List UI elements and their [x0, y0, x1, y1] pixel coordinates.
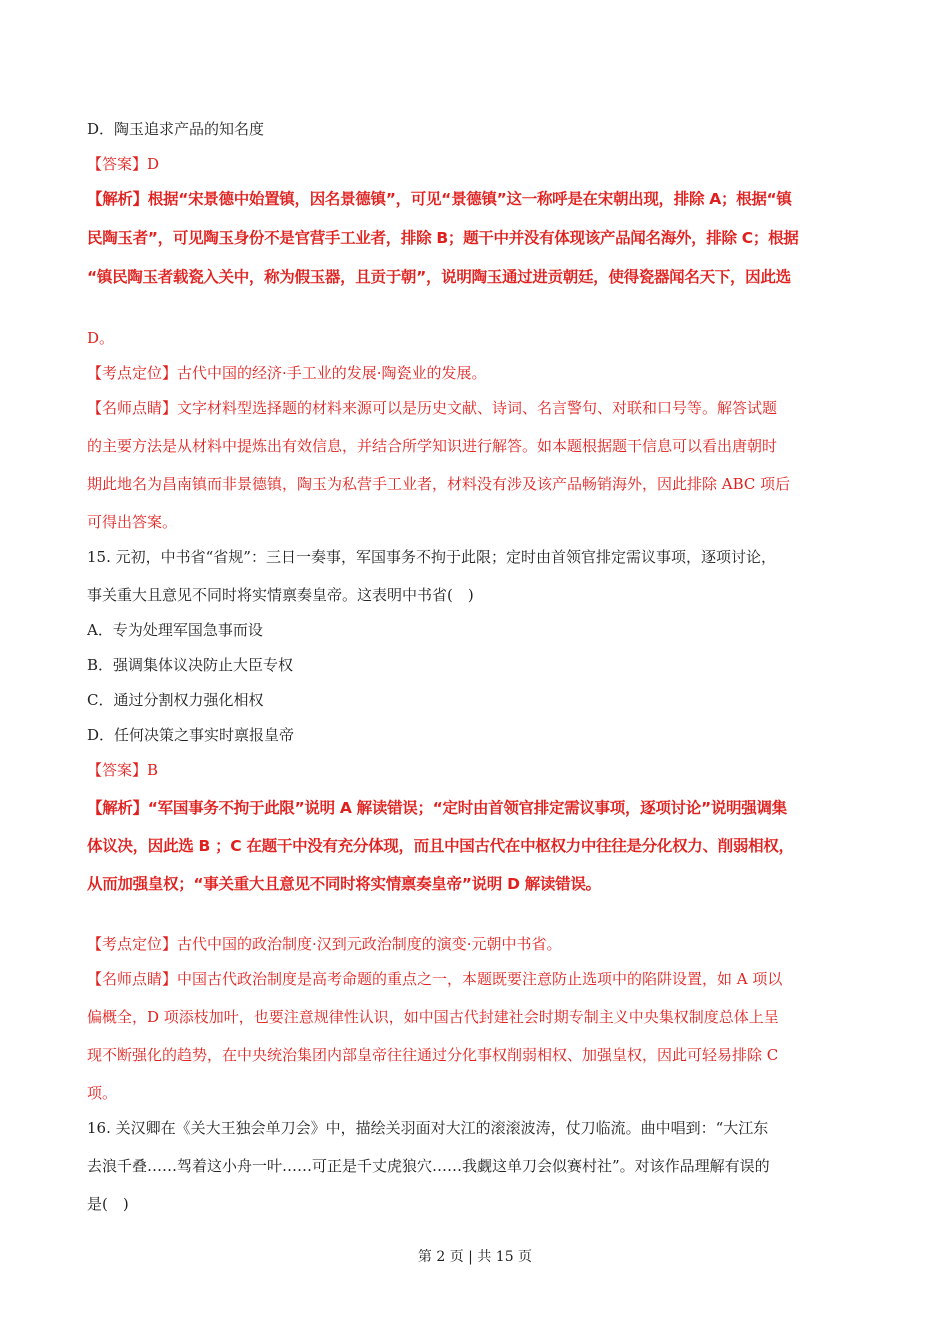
q14-dianjing-line: 可得出答案。: [87, 513, 178, 531]
q14-analysis-line: 【解析】根据“宋景德中始置镇，因名景德镇”，可见“景德镇”这一称呼是在宋朝出现，排除 A；根据“镇: [87, 190, 792, 208]
q15-stem-line: 事关重大且意见不同时将实情禀奏皇帝。这表明中书省( ): [87, 586, 474, 604]
q16-stem-line: 去浪千叠……驾着这小舟一叶……可正是千丈虎狼穴……我觑这单刀会似赛村社”。对该作品理解有误的: [87, 1157, 770, 1175]
q15-analysis-line: 体议决，因此选 B ；C 在题干中没有充分体现，而且中国古代在中枢权力中往往是分化权力、削弱相权，: [87, 837, 794, 855]
q14-analysis-line: 民陶玉者”，可见陶玉身份不是官营手工业者，排除 B；题干中并没有体现该产品闻名海外，排除 C；根据: [87, 229, 799, 247]
q15-option-d: D．任何决策之事实时禀报皇帝: [87, 726, 295, 744]
q14-dianjing-line: 的主要方法是从材料中提炼出有效信息，并结合所学知识进行解答。如本题根据题干信息可以看出唐朝时: [87, 437, 778, 455]
q14-analysis-line: “镇民陶玉者载瓷入关中，称为假玉器，且贡于朝”，说明陶玉通过进贡朝廷，使得瓷器闻名天下，因此选: [87, 268, 791, 286]
q15-dianjing-line: 偏概全，D 项添枝加叶，也要注意规律性认识，如中国古代封建社会时期专制主义中央集权制度总体上呈: [87, 1008, 779, 1026]
q14-dianjing-line: 【名师点睛】文字材料型选择题的材料来源可以是历史文献、诗词、名言警句、对联和口号等。解答试题: [87, 399, 778, 417]
page-footer: 第 2 页 | 共 15 页: [417, 1249, 533, 1265]
q15-dianjing-line: 【名师点睛】中国古代政治制度是高考命题的重点之一，本题既要注意防止选项中的陷阱设置，如 A 项以: [87, 970, 783, 988]
q14-analysis-line: D。: [87, 329, 115, 347]
q15-option-b: B．强调集体议决防止大臣专权: [87, 656, 294, 674]
q16-stem-line: 16. 关汉卿在《关大王独会单刀会》中，描绘关羽面对大江的滚滚波涛，仗刀临流。曲中唱到：“大江东: [87, 1119, 769, 1137]
q14-kaodian: 【考点定位】古代中国的经济·手工业的发展·陶瓷业的发展。: [87, 364, 487, 382]
q14-option-d: D．陶玉追求产品的知名度: [87, 120, 265, 138]
q15-dianjing-line: 项。: [87, 1084, 118, 1102]
q15-answer: 【答案】B: [87, 761, 159, 779]
q15-stem-line: 15. 元初，中书省“省规”：三日一奏事，军国事务不拘于此限；定时由首领官排定需议事项，逐项讨论，: [87, 548, 776, 566]
q15-analysis-line: 从而加强皇权；“事关重大且意见不同时将实情禀奏皇帝”说明 D 解读错误。: [87, 875, 601, 893]
q15-dianjing-line: 现不断强化的趋势，在中央统治集团内部皇帝往往通过分化事权削弱相权、加强皇权，因此可轻易排除 C: [87, 1046, 779, 1064]
q15-option-c: C．通过分割权力强化相权: [87, 691, 264, 709]
q15-analysis-line: 【解析】“军国事务不拘于此限”说明 A 解读错误；“定时由首领官排定需议事项，逐项讨论”说明强调集: [87, 799, 787, 817]
q14-answer: 【答案】D: [87, 155, 160, 173]
q14-dianjing-line: 期此地名为昌南镇而非景德镇，陶玉为私营手工业者，材料没有涉及该产品畅销海外，因此排除 ABC 项后: [87, 475, 791, 493]
q15-option-a: A．专为处理军国急事而设: [87, 621, 263, 639]
q15-kaodian: 【考点定位】古代中国的政治制度·汉到元政治制度的演变·元朝中书省。: [87, 935, 562, 953]
q16-stem-line: 是( ): [87, 1195, 129, 1213]
